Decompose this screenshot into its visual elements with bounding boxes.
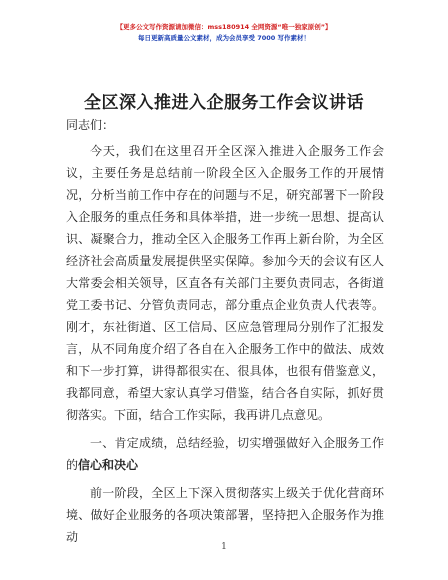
document-body	[66, 114, 384, 548]
promo-banner-line2: 每日更新高质量公文素材，成为会员享受 7000 写作素材！	[137, 34, 311, 42]
page-number: 1	[221, 542, 227, 552]
paragraph-section-1: 前一阶段，全区上下深入贯彻落实上级关于优化营商环境、做好企业服务的各项决策部署，坚持把入企服务作为推动	[66, 486, 384, 544]
section-heading-1-part1: 一、肯定成绩，总结经验，切实增强做好入企服务工作的	[66, 436, 384, 472]
section-heading-1-part2: 信心和决心	[78, 458, 139, 472]
promo-banner	[0, 22, 448, 44]
greeting: 同志们：	[66, 118, 115, 132]
section-heading-1	[66, 432, 384, 476]
promo-banner-line1: 【更多公文写作资源请加微信：mss180914 全网资源“唯一独家原创”】	[116, 23, 332, 31]
document-title: 全区深入推进入企服务工作会议讲话	[84, 93, 364, 113]
paragraph-intro: 今天，我们在这里召开全区深入推进入企服务工作会议，主要任务是总结前一阶段全区入企服务工作的开展情况，分析当前工作中存在的问题与不足，研究部署下一阶段入企服务的重点任务和具体举措，进一步统一思想、提高认识、凝聚合力，推动全区入企服务工作再上新台阶，为全区经济社会高质量发展提供坚实保障。参加今天的会议有区人大常委会相关领导，区直各有关部门主要负责同志，各街道党工委书记、分管负责同志，部分重点企业负责人代表等。刚才，东社街道、区工信局、区应急管理局分别作了汇报发言，从不同角度介绍了各自在入企服务工作中的做法、成效和下一步打算，讲得都很实在、很具体，也很有借鉴意义，我都同意，希望大家认真学习借鉴，结合各自实际，抓好贯彻落实。下面，结合工作实际，我再讲几点意见。	[66, 144, 384, 422]
